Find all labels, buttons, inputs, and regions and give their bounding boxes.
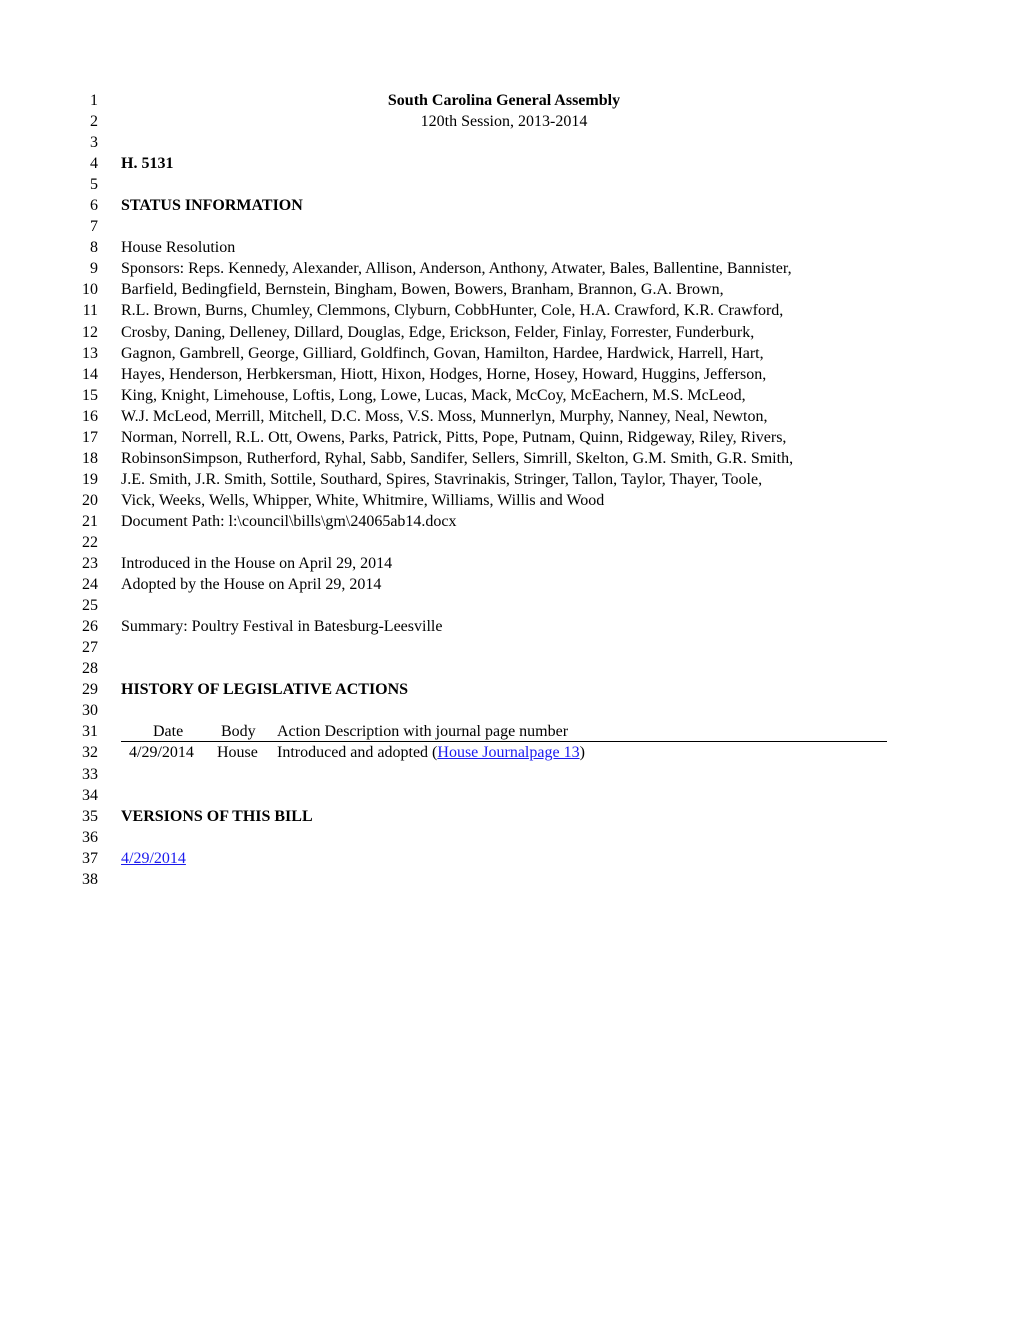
doc-line	[0, 764, 1020, 785]
history-table-header	[121, 721, 887, 742]
sponsors-line: Norman, Norrell, R.L. Ott, Owens, Parks, Patrick, Pitts, Pope, Putnam, Quinn, Ridgeway, Riley, Rivers,	[121, 428, 787, 446]
status-heading: STATUS INFORMATION	[121, 197, 303, 215]
column-header-date: Date	[153, 723, 184, 741]
doc-line	[0, 195, 1020, 216]
line-number: 23	[82, 555, 98, 573]
doc-line	[0, 869, 1020, 890]
doc-line	[0, 322, 1020, 343]
bill-number: H. 5131	[121, 155, 174, 173]
history-date: 4/29/2014	[129, 744, 194, 762]
column-header-body: Body	[221, 723, 256, 741]
line-number: 19	[82, 470, 98, 488]
column-header-action: Action Description with journal page number	[277, 723, 569, 741]
doc-line	[0, 427, 1020, 448]
line-number: 7	[90, 218, 98, 236]
line-number: 25	[82, 597, 98, 615]
doc-line	[0, 490, 1020, 511]
sponsors-line: Hayes, Henderson, Herbkersman, Hiott, Hixon, Hodges, Horne, Hosey, Howard, Huggins, Jefferson,	[121, 365, 767, 383]
doc-line	[0, 574, 1020, 595]
doc-line	[0, 532, 1020, 553]
sponsors-line: J.E. Smith, J.R. Smith, Sottile, Southard, Spires, Stavrinakis, Stringer, Tallon, Taylor, Thayer, Toole,	[121, 470, 763, 488]
line-number: 13	[82, 344, 98, 362]
line-number: 33	[82, 765, 98, 783]
line-number: 28	[82, 660, 98, 678]
doc-line	[0, 637, 1020, 658]
bill-type: House Resolution	[121, 239, 236, 257]
line-number: 24	[82, 576, 98, 594]
introduced-date: Introduced in the House on April 29, 2014	[121, 555, 393, 573]
doc-line	[0, 90, 1020, 111]
line-number: 27	[82, 639, 98, 657]
doc-line	[0, 806, 1020, 827]
line-number: 18	[82, 449, 98, 467]
line-number: 12	[82, 323, 98, 341]
doc-line	[0, 785, 1020, 806]
line-number: 16	[82, 407, 98, 425]
doc-line	[0, 279, 1020, 300]
line-number: 20	[82, 491, 98, 509]
sponsors-line: Gagnon, Gambrell, George, Gilliard, Goldfinch, Govan, Hamilton, Hardee, Hardwick, Harrell, Hart,	[121, 344, 764, 362]
line-number: 38	[82, 870, 98, 888]
line-number: 21	[82, 512, 98, 530]
action-text-end: )	[579, 744, 585, 762]
line-number: 8	[90, 239, 98, 257]
sponsors-line: Barfield, Bedingfield, Bernstein, Bingham, Bowen, Bowers, Branham, Brannon, G.A. Brown,	[121, 281, 724, 299]
doc-line	[0, 679, 1020, 700]
action-text: Introduced and adopted (	[277, 744, 438, 762]
line-number: 9	[90, 260, 98, 278]
line-number: 14	[82, 365, 98, 383]
line-number: 3	[90, 134, 98, 152]
line-number: 1	[90, 92, 98, 109]
versions-heading: VERSIONS OF THIS BILL	[121, 807, 313, 825]
sponsors-line: Crosby, Daning, Delleney, Dillard, Douglas, Edge, Erickson, Felder, Finlay, Forrester, Funderburk,	[121, 323, 755, 341]
doc-line	[0, 658, 1020, 679]
doc-line	[0, 448, 1020, 469]
doc-line	[0, 848, 1020, 869]
history-action	[277, 742, 585, 763]
line-number: 11	[82, 302, 98, 320]
doc-line	[0, 174, 1020, 195]
doc-line	[0, 364, 1020, 385]
doc-line	[0, 153, 1020, 174]
doc-line	[0, 343, 1020, 364]
doc-line	[0, 469, 1020, 490]
doc-line	[0, 258, 1020, 279]
sponsors-line: Sponsors: Reps. Kennedy, Alexander, Allison, Anderson, Anthony, Atwater, Bales, Ballentine, Bannister,	[121, 260, 792, 278]
line-number: 30	[82, 702, 98, 720]
adopted-date: Adopted by the House on April 29, 2014	[121, 576, 382, 594]
doc-line	[0, 511, 1020, 532]
doc-line	[0, 406, 1020, 427]
line-number: 10	[82, 281, 98, 299]
line-number: 37	[82, 849, 98, 867]
doc-line	[0, 700, 1020, 721]
history-heading: HISTORY OF LEGISLATIVE ACTIONS	[121, 681, 409, 699]
line-number: 32	[82, 744, 98, 762]
sponsors-line: W.J. McLeod, Merrill, Mitchell, D.C. Moss, V.S. Moss, Munnerlyn, Murphy, Nanney, Neal, Newton,	[121, 407, 768, 425]
line-number: 6	[90, 197, 98, 215]
line-number: 36	[82, 828, 98, 846]
doc-line	[0, 216, 1020, 237]
line-number: 17	[82, 428, 98, 446]
history-body: House	[217, 744, 258, 762]
doc-line	[0, 237, 1020, 258]
doc-line	[0, 385, 1020, 406]
summary: Summary: Poultry Festival in Batesburg-Leesville	[121, 618, 443, 636]
house-journal-link[interactable]: House Journalpage 13	[437, 744, 580, 762]
line-number: 4	[90, 155, 98, 173]
doc-line	[0, 827, 1020, 848]
doc-line	[0, 721, 1020, 742]
doc-line	[0, 553, 1020, 574]
line-number: 29	[82, 681, 98, 699]
sponsors-line: Vick, Weeks, Wells, Whipper, White, Whitmire, Williams, Willis and Wood	[121, 491, 605, 509]
sponsors-line: King, Knight, Limehouse, Loftis, Long, Lowe, Lucas, Mack, McCoy, McEachern, M.S. McLeod,	[121, 386, 746, 404]
line-number: 31	[82, 723, 98, 741]
document-path: Document Path: l:\council\bills\gm\24065ab14.docx	[121, 512, 457, 530]
sponsors-line: RobinsonSimpson, Rutherford, Ryhal, Sabb, Sandifer, Sellers, Simrill, Skelton, G.M. Smith, G.R. Smith,	[121, 449, 794, 467]
line-number: 2	[90, 113, 98, 131]
doc-line	[0, 742, 1020, 763]
session-label: 120th Session, 2013-2014	[420, 113, 588, 131]
doc-line	[0, 595, 1020, 616]
line-number: 15	[82, 386, 98, 404]
sponsors-line: R.L. Brown, Burns, Chumley, Clemmons, Clyburn, CobbHunter, Cole, H.A. Crawford, K.R. Crawford,	[121, 302, 784, 320]
doc-line	[0, 132, 1020, 153]
line-number: 35	[82, 807, 98, 825]
line-number: 26	[82, 618, 98, 636]
version-link[interactable]: 4/29/2014	[121, 849, 186, 867]
doc-line	[0, 111, 1020, 132]
assembly-title: South Carolina General Assembly	[387, 92, 621, 109]
document-page	[0, 90, 1020, 890]
line-number: 34	[82, 786, 98, 804]
doc-line	[0, 616, 1020, 637]
doc-line	[0, 300, 1020, 321]
line-number: 5	[90, 176, 98, 194]
line-number: 22	[82, 533, 98, 551]
